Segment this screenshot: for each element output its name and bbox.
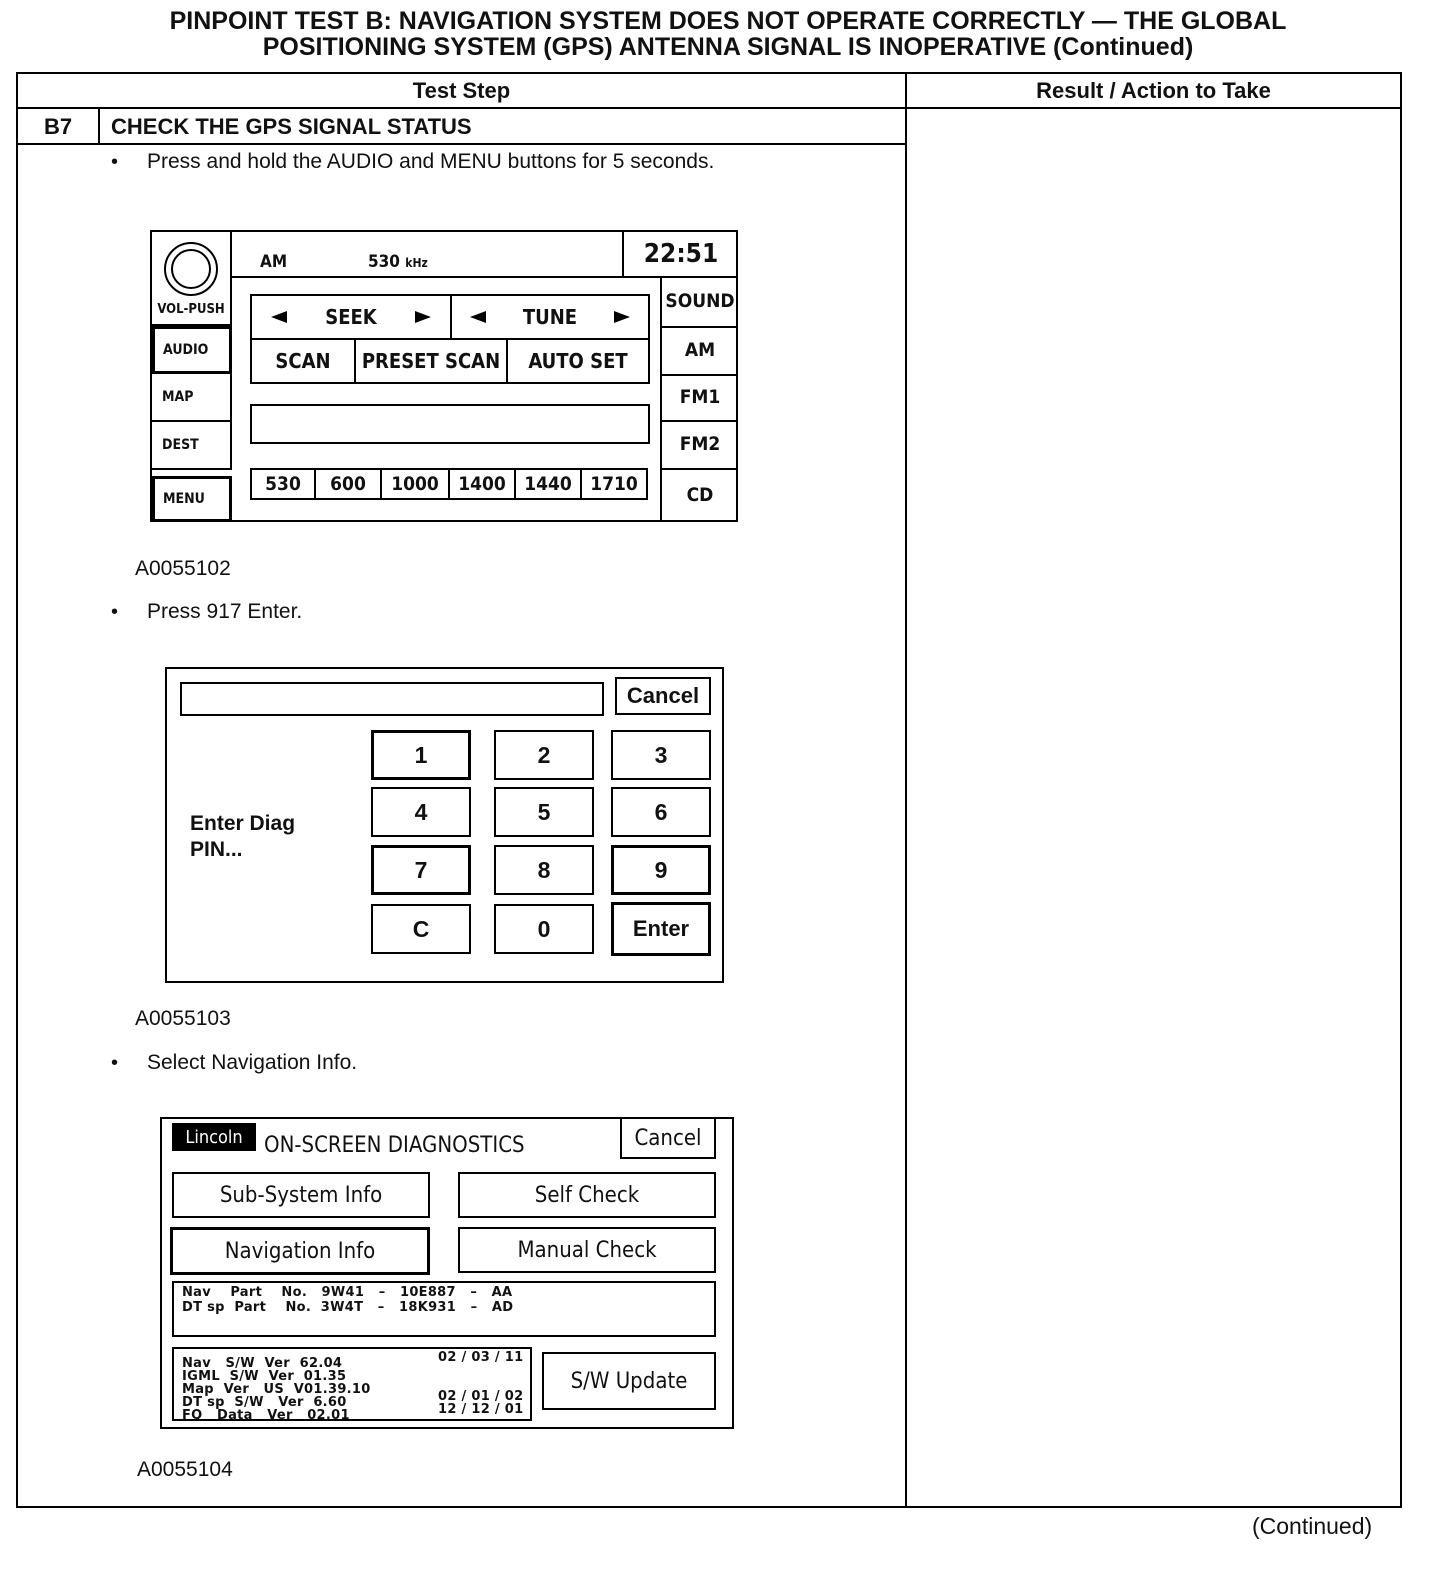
diag-pin-entry-figure xyxy=(165,667,724,983)
audio-screen-figure xyxy=(150,230,738,522)
volume-knob-icon[interactable] xyxy=(164,242,218,296)
key-9-button[interactable]: 9 xyxy=(611,845,711,895)
key-4-button[interactable]: 4 xyxy=(371,787,471,837)
frequency-unit: kHz xyxy=(405,256,428,270)
page-title xyxy=(0,8,1456,60)
bullet: • xyxy=(111,151,119,173)
sw-date: 02 / 03 / 11 xyxy=(438,1350,524,1365)
enter-button[interactable]: Enter xyxy=(611,902,711,956)
step-id: B7 xyxy=(43,114,73,139)
enter-diag-pin-prompt xyxy=(190,811,295,863)
on-screen-diagnostics-figure xyxy=(160,1117,734,1429)
preset-button[interactable]: 600 xyxy=(314,468,382,500)
am-button[interactable]: AM xyxy=(660,326,738,376)
preset-button[interactable]: 1000 xyxy=(380,468,450,500)
prompt-line-1: Enter Diag xyxy=(190,812,296,835)
self-check-button[interactable]: Self Check xyxy=(458,1172,716,1218)
seek-back-arrow-icon[interactable] xyxy=(271,311,287,323)
sw-row xyxy=(182,1365,522,1384)
sw-version: FQ Data Ver 02.01 xyxy=(182,1408,350,1423)
cancel-button[interactable]: Cancel xyxy=(620,1117,716,1159)
tune-control[interactable] xyxy=(450,294,650,340)
continued-label: (Continued) xyxy=(1252,1513,1373,1539)
key-8-button[interactable]: 8 xyxy=(494,845,594,895)
step-title: CHECK THE GPS SIGNAL STATUS xyxy=(111,114,472,139)
lincoln-logo: Lincoln xyxy=(172,1123,256,1151)
sub-system-info-button[interactable]: Sub-System Info xyxy=(172,1172,430,1218)
station-text-display xyxy=(250,404,650,444)
map-button[interactable]: MAP xyxy=(152,374,232,422)
tune-down-arrow-icon[interactable] xyxy=(470,311,486,323)
band-label: AM xyxy=(260,252,288,272)
preset-button[interactable]: 530 xyxy=(250,468,316,500)
frequency-readout xyxy=(368,252,428,272)
manual-check-button[interactable]: Manual Check xyxy=(458,1227,716,1273)
key-7-button[interactable]: 7 xyxy=(371,845,471,895)
vol-push-label: VOL-PUSH xyxy=(157,302,225,317)
preset-button[interactable]: 1400 xyxy=(448,468,516,500)
fm1-button[interactable]: FM1 xyxy=(660,374,738,422)
cancel-button[interactable]: Cancel xyxy=(615,677,711,715)
key-5-button[interactable]: 5 xyxy=(494,787,594,837)
key-0-button[interactable]: 0 xyxy=(494,904,594,954)
sound-button[interactable]: SOUND xyxy=(660,276,738,328)
step-header-divider xyxy=(16,143,906,145)
key-1-button[interactable]: 1 xyxy=(371,730,471,780)
software-version-panel xyxy=(172,1347,532,1421)
seek-label: SEEK xyxy=(325,305,377,329)
step-instruction-2: Press 917 Enter. xyxy=(147,600,303,623)
sw-date: 02 / 01 / 02 xyxy=(438,1389,524,1404)
bullet: • xyxy=(111,601,119,623)
title-line-2: POSITIONING SYSTEM (GPS) ANTENNA SIGNAL IS INOPERATIVE (Continued) xyxy=(262,33,1194,61)
key-2-button[interactable]: 2 xyxy=(494,730,594,780)
seek-control[interactable] xyxy=(250,294,452,340)
sw-version: IGML S/W Ver 01.35 xyxy=(182,1369,347,1384)
pin-input-field[interactable] xyxy=(180,682,604,716)
title-line-1: PINPOINT TEST B: NAVIGATION SYSTEM DOES NOT OPERATE CORRECTLY — THE GLOBAL xyxy=(169,7,1287,35)
figure-label: A0055104 xyxy=(137,1458,233,1481)
key-3-button[interactable]: 3 xyxy=(611,730,711,780)
nav-part-number: Nav Part No. 9W41 – 10E887 – AA xyxy=(182,1285,513,1300)
figure-label: A0055102 xyxy=(135,557,231,580)
result-action-header: Result / Action to Take xyxy=(1036,78,1271,103)
test-step-header: Test Step xyxy=(412,78,511,103)
column-divider xyxy=(905,72,907,1508)
step-instruction-1: Press and hold the AUDIO and MENU buttons for 5 seconds. xyxy=(147,150,715,173)
fm2-button[interactable]: FM2 xyxy=(660,420,738,470)
tune-up-arrow-icon[interactable] xyxy=(614,311,630,323)
seek-forward-arrow-icon[interactable] xyxy=(415,311,431,323)
info-bar-divider xyxy=(232,276,624,278)
prompt-line-2: PIN... xyxy=(190,838,243,861)
audio-button[interactable]: AUDIO xyxy=(152,326,232,374)
bullet: • xyxy=(111,1052,119,1074)
navigation-info-button[interactable]: Navigation Info xyxy=(170,1227,430,1275)
preset-button[interactable]: 1440 xyxy=(514,468,582,500)
dest-button[interactable]: DEST xyxy=(152,422,232,470)
header-divider xyxy=(16,107,1402,109)
frequency-value: 530 xyxy=(368,252,400,272)
sw-date: 12 / 12 / 01 xyxy=(438,1402,524,1417)
key-6-button[interactable]: 6 xyxy=(611,787,711,837)
sw-version: DT sp S/W Ver 6.60 xyxy=(182,1395,347,1410)
step-instruction-3: Select Navigation Info. xyxy=(147,1051,358,1074)
figure-label: A0055103 xyxy=(135,1007,231,1030)
sw-version: Map Ver US V01.39.10 xyxy=(182,1382,371,1397)
part-number-panel xyxy=(172,1281,716,1337)
preset-scan-button[interactable]: PRESET SCAN xyxy=(354,338,508,384)
sw-row xyxy=(182,1350,524,1371)
step-id-divider xyxy=(98,107,100,145)
sw-version: Nav S/W Ver 62.04 xyxy=(182,1356,343,1371)
cd-button[interactable]: CD xyxy=(660,468,738,522)
dt-sp-part-number: DT sp Part No. 3W4T – 18K931 – AD xyxy=(182,1300,514,1315)
volume-knob-panel xyxy=(152,232,232,326)
scan-button[interactable]: SCAN xyxy=(250,338,356,384)
diagnostics-title: ON-SCREEN DIAGNOSTICS xyxy=(264,1133,525,1158)
clock-display: 22:51 xyxy=(622,232,738,278)
key-clear-button[interactable]: C xyxy=(371,904,471,954)
auto-set-button[interactable]: AUTO SET xyxy=(506,338,650,384)
tune-label: TUNE xyxy=(522,305,578,329)
preset-button[interactable]: 1710 xyxy=(580,468,648,500)
sw-update-button[interactable]: S/W Update xyxy=(542,1352,716,1410)
menu-button[interactable]: MENU xyxy=(152,476,232,522)
